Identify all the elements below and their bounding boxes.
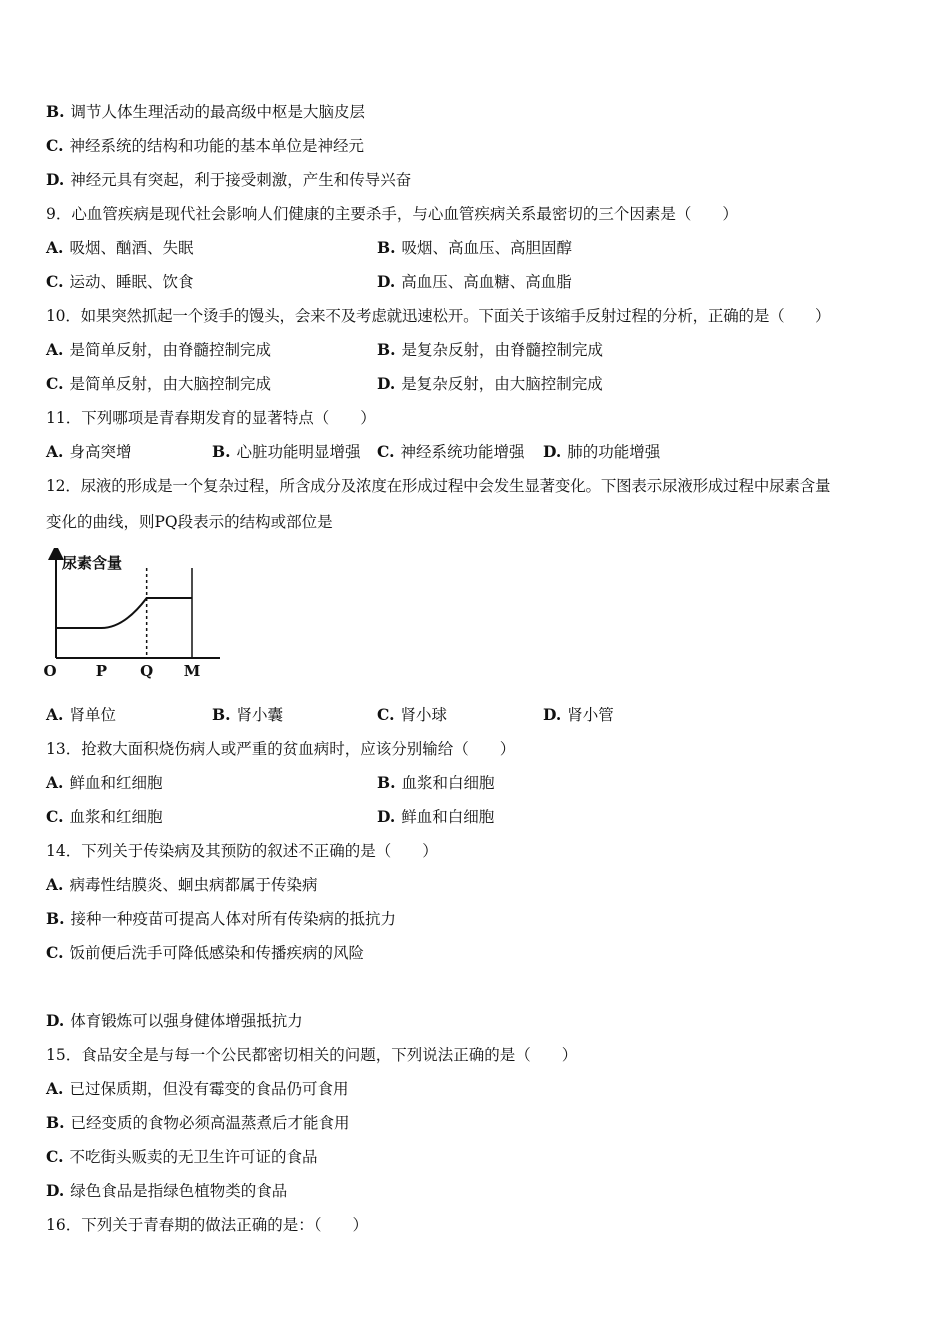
x-tick-O: O [43,662,57,680]
q9-option-a: A. 吸烟、酗酒、失眠 [46,238,194,257]
q14-option-d: D. 体育锻炼可以强身健体增强抵抗力 [46,1011,303,1030]
q11-option-c: C. 神经系统功能增强 [377,442,525,461]
q16-stem: 16．下列关于青春期的做法正确的是：（ ） [46,1216,368,1234]
q10-option-b: B. 是复杂反射，由脊髓控制完成 [377,340,604,359]
q12-option-d: D. 肾小管 [543,705,614,724]
q14-stem: 14．下列关于传染病及其预防的叙述不正确的是（ ） [46,842,438,860]
q8-option-b: B. 调节人体生理活动的最高级中枢是大脑皮层 [46,102,366,121]
q15-stem: 15．食品安全是与每一个公民都密切相关的问题，下列说法正确的是（ ） [46,1046,578,1064]
q9-option-c: C. 运动、睡眠、饮食 [46,272,194,291]
q8-option-c: C. 神经系统的结构和功能的基本单位是神经元 [46,136,364,155]
q14-option-c: C. 饭前便后洗手可降低感染和传播疾病的风险 [46,943,364,962]
q9-stem: 9．心血管疾病是现代社会影响人们健康的主要杀手，与心血管疾病关系最密切的三个因素是（ ） [46,205,738,223]
q15-option-a: A. 已过保质期，但没有霉变的食品仍可食用 [46,1079,349,1098]
q10-option-a: A. 是简单反射，由脊髓控制完成 [46,340,271,359]
q12-stem-line1: 12．尿液的形成是一个复杂过程，所含成分及浓度在形成过程中会发生显著变化。下图表示尿液形成过程中尿素含量 [46,477,831,495]
q11-option-a: A. 身高突增 [46,442,132,461]
q12-option-b: B. 肾小囊 [212,705,284,724]
q10-option-c: C. 是简单反射，由大脑控制完成 [46,374,271,393]
q14-option-a: A. 病毒性结膜炎、蛔虫病都属于传染病 [46,875,318,894]
q12-option-a: A. 肾单位 [46,705,116,724]
q13-option-b: B. 血浆和白细胞 [377,773,495,792]
q9-option-b: B. 吸烟、高血压、高胆固醇 [377,238,573,257]
q13-option-c: C. 血浆和红细胞 [46,807,163,826]
x-tick-M: M [183,662,201,680]
y-axis-label: 尿素含量 [62,554,123,572]
q15-option-d: D. 绿色食品是指绿色植物类的食品 [46,1181,288,1200]
urea-chart [40,548,225,680]
q11-stem: 11．下列哪项是青春期发育的显著特点（ ） [46,409,376,427]
q13-option-d: D. 鲜血和白细胞 [377,807,495,826]
urea-curve [56,598,192,628]
q9-option-d: D. 高血压、高血糖、高血脂 [377,272,572,291]
q10-option-d: D. 是复杂反射，由大脑控制完成 [377,374,603,393]
x-tick-Q: Q [140,662,154,680]
q13-stem: 13．抢救大面积烧伤病人或严重的贫血病时，应该分别输给（ ） [46,740,516,758]
q12-option-c: C. 肾小球 [377,705,447,724]
q12-stem-line2: 变化的曲线，则PQ段表示的结构或部位是 [46,513,333,531]
q8-option-d: D. 神经元具有突起，利于接受刺激，产生和传导兴奋 [46,170,412,189]
x-tick-P: P [95,662,107,680]
q11-option-b: B. 心脏功能明显增强 [212,442,361,461]
q14-option-b: B. 接种一种疫苗可提高人体对所有传染病的抵抗力 [46,909,397,928]
q15-option-c: C. 不吃街头贩卖的无卫生许可证的食品 [46,1147,318,1166]
q10-stem: 10．如果突然抓起一个烫手的馒头，会来不及考虑就迅速松开。下面关于该缩手反射过程的分析，正确的是（ ） [46,307,831,325]
q15-option-b: B. 已经变质的食物必须高温蒸煮后才能食用 [46,1113,350,1132]
q13-option-a: A. 鲜血和红细胞 [46,773,163,792]
q11-option-d: D. 肺的功能增强 [543,442,661,461]
